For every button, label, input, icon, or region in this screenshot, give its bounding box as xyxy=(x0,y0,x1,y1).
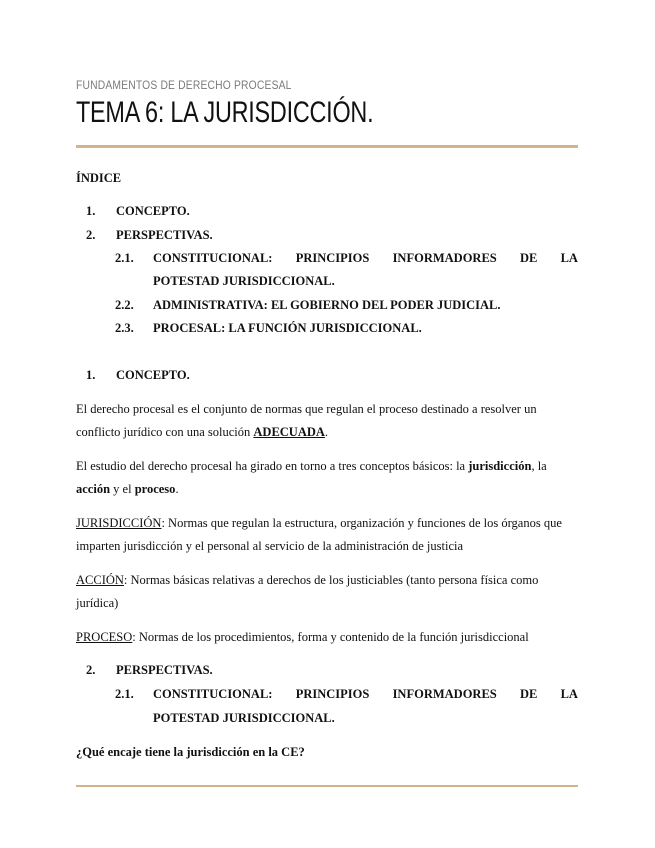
index-item-number: 2. xyxy=(86,228,96,242)
section-number: 1. xyxy=(86,368,96,382)
subsection-number: 2.1. xyxy=(115,687,134,701)
definition-proceso: PROCESO: Normas de los procedimientos, forma y contenido de la función jurisdiccional xyxy=(76,630,529,644)
paragraph-definition: El derecho procesal es el conjunto de normas que regulan el proceso destinado a resolver un conflicto jurídico con una solución ADECUADA. xyxy=(76,402,537,439)
subsection-heading-constitucional: CONSTITUCIONAL: PRINCIPIOS INFORMADORES DE LA xyxy=(153,687,578,701)
index-subitem-administrativa: ADMINISTRATIVA: EL GOBIERNO DEL PODER JUDICIAL. xyxy=(153,298,501,312)
paragraph-conceptos: El estudio del derecho procesal ha girado en torno a tres conceptos básicos: la jurisdicción, la acción y el proceso. xyxy=(76,459,547,496)
term-proceso: PROCESO xyxy=(76,630,133,644)
course-kicker: FUNDAMENTOS DE DERECHO PROCESAL xyxy=(76,78,292,92)
emphasis-adecuada: ADECUADA xyxy=(253,425,325,439)
subsection-heading-constitucional-cont: POTESTAD JURISDICCIONAL. xyxy=(153,711,335,725)
term-accion: ACCIÓN xyxy=(76,573,124,587)
index-subitem-number: 2.1. xyxy=(115,251,134,265)
page-title: TEMA 6: LA JURISDICCIÓN. xyxy=(76,96,374,129)
definition-accion: ACCIÓN: Normas básicas relativas a derechos de los justiciables (tanto persona física como jurídica) xyxy=(76,573,539,610)
question-heading: ¿Qué encaje tiene la jurisdicción en la CE? xyxy=(76,745,305,759)
section-heading-perspectivas: PERSPECTIVAS. xyxy=(116,663,213,677)
index-item-concepto: CONCEPTO. xyxy=(116,204,190,218)
index-subitem-number: 2.2. xyxy=(115,298,134,312)
index-subitem-constitucional-cont: POTESTAD JURISDICCIONAL. xyxy=(153,274,335,288)
footer-divider xyxy=(76,785,578,787)
term-jurisdiccion: JURISDICCIÓN xyxy=(76,516,162,530)
section-heading-concepto: CONCEPTO. xyxy=(116,368,190,382)
index-item-number: 1. xyxy=(86,204,96,218)
index-heading: ÍNDICE xyxy=(76,171,122,185)
definition-jurisdiccion: JURISDICCIÓN: Normas que regulan la estructura, organización y funciones de los órganos que imparten jurisdicción y el personal al servicio de la administración de justicia xyxy=(76,516,562,553)
index-item-perspectivas: PERSPECTIVAS. xyxy=(116,228,213,242)
index-subitem-procesal: PROCESAL: LA FUNCIÓN JURISDICCIONAL. xyxy=(153,321,422,335)
index-subitem-number: 2.3. xyxy=(115,321,134,335)
index-subitem-constitucional: CONSTITUCIONAL: PRINCIPIOS INFORMADORES DE LA xyxy=(153,251,578,265)
section-number: 2. xyxy=(86,663,96,677)
header-divider xyxy=(76,145,578,148)
